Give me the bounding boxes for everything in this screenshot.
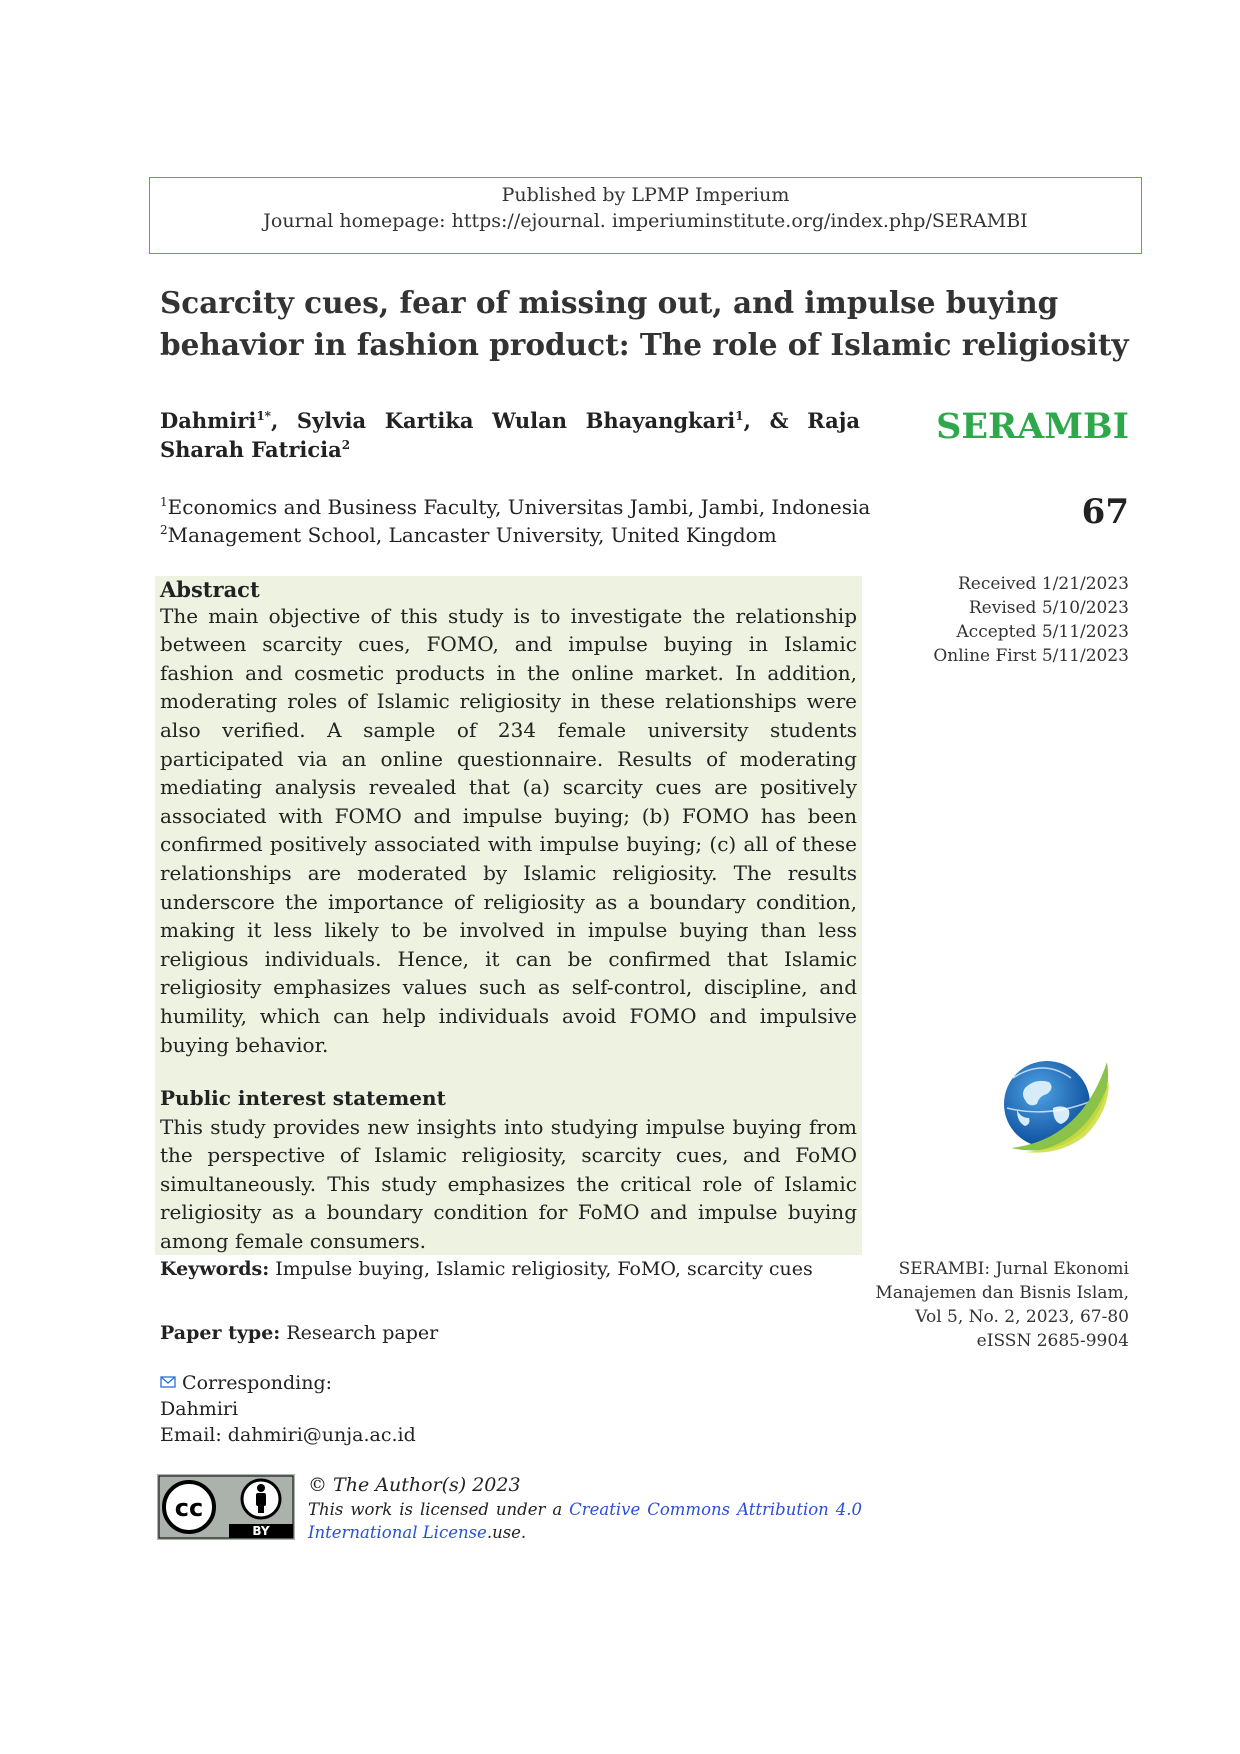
license-text-before: This work is licensed under a xyxy=(308,1500,570,1519)
abstract-heading: Abstract xyxy=(160,577,260,602)
citation-line-1: SERAMBI: Jurnal Ekonomi xyxy=(898,1259,1129,1279)
author-2-middle2: Wulan xyxy=(492,408,567,433)
affiliation-2: $^2$Management School, Lancaster University, United Kingdom xyxy=(160,523,777,547)
author-2-last: Bhayangkari$^1$, xyxy=(585,408,751,433)
journal-name: SERAMBI xyxy=(936,406,1129,447)
cc-badge-by-label: BY xyxy=(252,1524,270,1538)
public-interest-heading: Public interest statement xyxy=(160,1086,446,1111)
affiliation-1: $^1$Economics and Business Faculty, Universitas Jambi, Jambi, Indonesia xyxy=(160,495,871,519)
abstract-text: The main objective of this study is to investigate the relationship between scarcity cues, FOMO, and impulse buying in Islamic fashion and cosmetic products in the online market. In addition, moderating roles of Islamic religiosity in these relationships were also verified. A sample of 234 female university students participated via an online questionnaire. Results of moderating mediating analysis revealed that (a) scarcity cues are positively associated with FOMO and impulse buying; (b) FOMO has been confirmed positively associated with impulse buying; (c) all of these relationships are moderated by Islamic religiosity. The results underscore the importance of religiosity as a boundary condition, making it less likely to be involved in impulse buying than less religious individuals. Hence, it can be confirmed that Islamic religiosity emphasizes values such as self-control, discipline, and humility, which can help individuals avoid FOMO and impulsive buying behavior. xyxy=(160,603,857,1057)
author-ampersand: & xyxy=(769,408,789,433)
keywords-value: Impulse buying, Islamic religiosity, FoMO, scarcity cues xyxy=(269,1258,813,1280)
corresponding-email[interactable]: Email: dahmiri@unja.ac.id xyxy=(160,1424,416,1446)
public-interest-text: This study provides new insights into studying impulse buying from the perspective of Islamic religiosity, scarcity cues, and FoMO simultaneously. This study emphasizes the critical role of Islamic religiosity as a boundary condition for FoMO and impulse buying among female consumers. xyxy=(160,1114,857,1254)
citation-line-3: Vol 5, No. 2, 2023, 67-80 xyxy=(915,1307,1129,1327)
globe-logo-icon xyxy=(995,1048,1115,1160)
paper-type-label: Paper type: xyxy=(160,1322,281,1344)
keywords-label: Keywords: xyxy=(160,1258,270,1280)
article-dates xyxy=(933,572,1129,668)
license-text-after: .use. xyxy=(486,1523,527,1542)
cc-badge-cc-label: cc xyxy=(174,1494,204,1522)
journal-header-box xyxy=(149,177,1142,254)
homepage-line: Journal homepage: https://ejournal. imperiuminstitute.org/index.php/SERAMBI xyxy=(263,210,1028,232)
cc-by-license-badge[interactable] xyxy=(157,1474,295,1540)
abstract-panel xyxy=(155,576,862,1255)
journal-citation xyxy=(875,1257,1129,1353)
envelope-icon xyxy=(160,1374,176,1390)
citation-line-4: eISSN 2685-9904 xyxy=(976,1331,1129,1351)
corresponding-name: Dahmiri xyxy=(160,1398,239,1420)
publisher-line: Published by LPMP Imperium xyxy=(501,184,790,206)
author-1: Dahmiri$^{1*}$, xyxy=(160,408,279,433)
license-link[interactable]: Creative Commons Attribution 4.0 International License xyxy=(308,1500,862,1542)
online-first-date: Online First 5/11/2023 xyxy=(933,646,1129,666)
revised-date: Revised 5/10/2023 xyxy=(968,598,1129,618)
author-3-first: Raja xyxy=(807,408,860,433)
corresponding-author xyxy=(160,1370,416,1448)
paper-type xyxy=(160,1322,438,1344)
copyright-line: © The Author(s) 2023 xyxy=(308,1474,521,1496)
affiliations xyxy=(160,493,880,549)
license-text xyxy=(308,1498,862,1544)
received-date: Received 1/21/2023 xyxy=(958,574,1129,594)
accepted-date: Accepted 5/11/2023 xyxy=(956,622,1129,642)
license-block xyxy=(308,1472,862,1544)
keywords xyxy=(160,1258,813,1280)
paper-type-value: Research paper xyxy=(280,1322,439,1344)
citation-line-2: Manajemen dan Bisnis Islam, xyxy=(875,1283,1129,1303)
corresponding-label: Corresponding: xyxy=(182,1372,333,1394)
paper-title: Scarcity cues, fear of missing out, and impulse buying behavior in fashion product: The role of Islamic religiosity xyxy=(160,285,1129,362)
author-2-middle1: Kartika xyxy=(384,408,474,433)
author-list: Dahmiri$^{1*}$, Sylvia Kartika Wulan Bhayangkari$^1$, & Raja Sharah Fatricia$^2$ xyxy=(160,408,860,462)
author-2-first: Sylvia xyxy=(296,408,367,433)
page-number: 67 xyxy=(1081,492,1129,532)
author-3-last: Sharah Fatricia xyxy=(160,437,342,462)
